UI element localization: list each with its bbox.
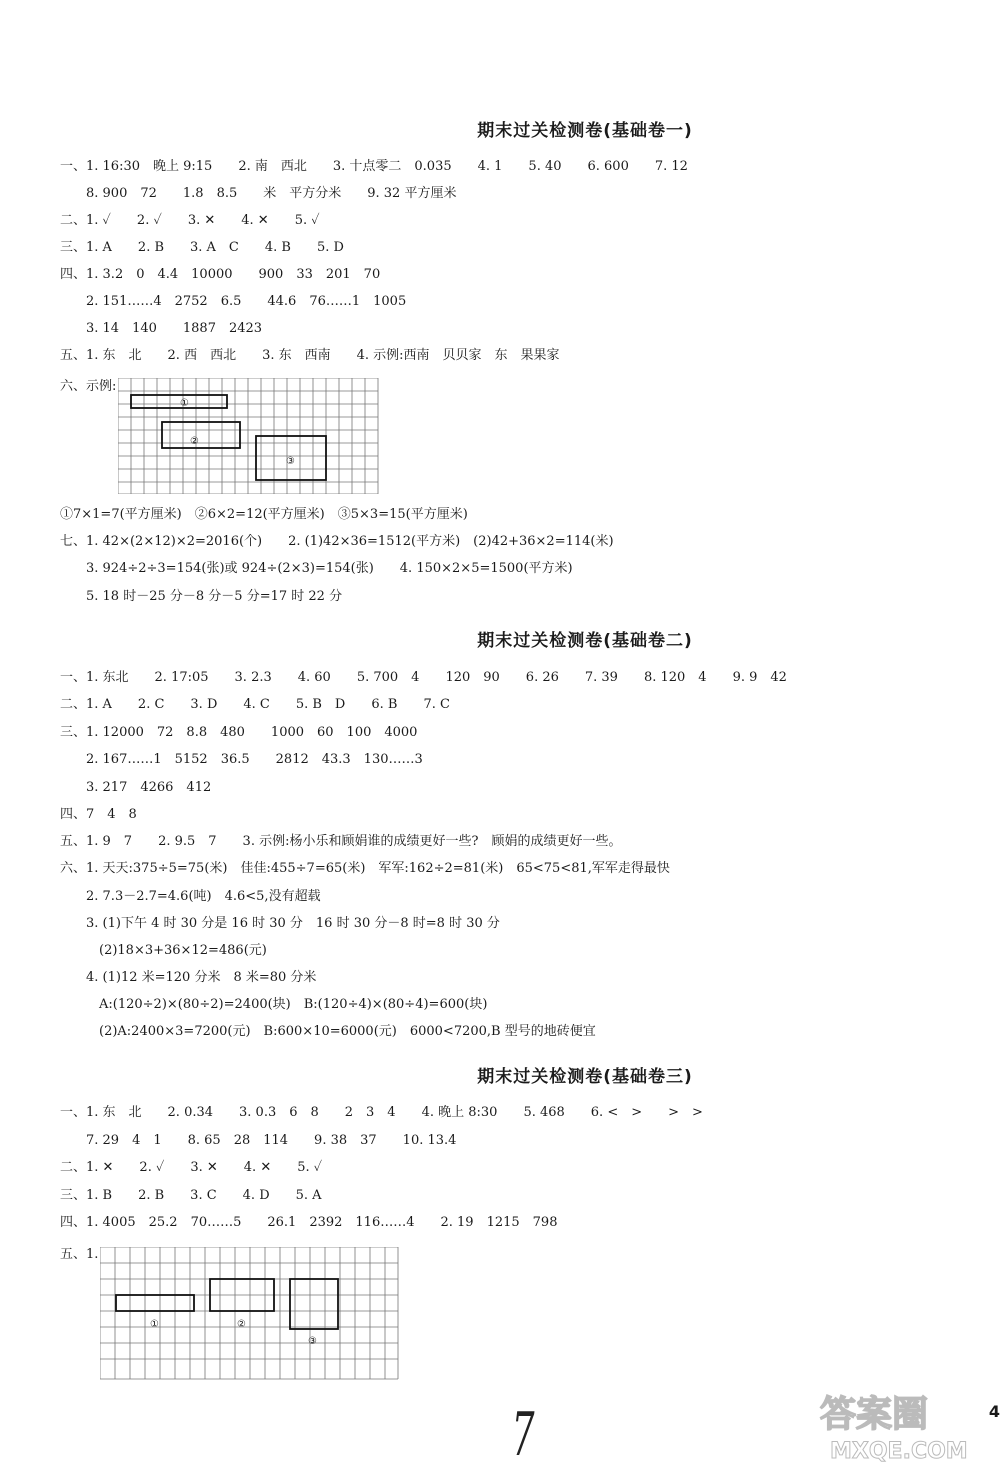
s3-line-3: 二、1. ✕ 2. ✓ 3. ✕ 4. ✕ 5. ✓ — [60, 1160, 323, 1175]
s2-line-4: 2. 167……1 5152 36.5 2812 43.3 130……3 — [60, 752, 423, 767]
s1-line-4: 三、1. A 2. B 3. A C 4. B 5. D — [60, 240, 344, 255]
handwritten-number: 7 — [511, 1400, 535, 1470]
s2-line-1: 一、1. 东北 2. 17:05 3. 2.3 4. 60 5. 700 4 120 90 6. 26 7. 39 8. 120 4 9. 9 42 — [60, 670, 787, 685]
s2-line-9: 2. 7.3－2.7=4.6(吨) 4.6<5,没有超载 — [60, 889, 321, 904]
shape-label-s3-3: ③ — [308, 1336, 317, 1347]
s3-line-1: 一、1. 东 北 2. 0.34 3. 0.3 6 8 2 3 4 4. 晚上 8:30 5. 468 6. < > > > — [60, 1105, 703, 1120]
s3-line-2: 7. 29 4 1 8. 65 28 114 9. 38 37 10. 13.4 — [60, 1133, 457, 1148]
s3-five-label: 五、1. — [60, 1247, 99, 1262]
s1-line-6: 2. 151……4 2752 6.5 44.6 76……1 1005 — [60, 294, 407, 309]
grid-lines-3 — [100, 1247, 398, 1379]
shape-label-3: ③ — [286, 456, 295, 467]
section3-title: 期末过关检测卷(基础卷三) — [477, 1067, 693, 1087]
watermark-logo — [812, 1384, 988, 1466]
s3-line-5: 四、1. 4005 25.2 70……5 26.1 2392 116……4 2. 19 1215 798 — [60, 1215, 558, 1230]
shape-label-1: ① — [180, 398, 189, 409]
shape-rect-2 — [162, 422, 240, 448]
section2-title: 期末过关检测卷(基础卷二) — [477, 631, 693, 651]
s2-line-2: 二、1. A 2. C 3. D 4. C 5. B D 6. B 7. C — [60, 697, 450, 712]
s2-line-7: 五、1. 9 7 2. 9.5 7 3. 示例:杨小乐和顾娟谁的成绩更好一些? 顾娟的成绩更好一些。 — [60, 834, 622, 849]
s2-line-10: 3. (1)下午 4 时 30 分是 16 时 30 分 16 时 30 分－8 时=8 时 30 分 — [60, 916, 500, 931]
s1-line-8: 五、1. 东 北 2. 西 西北 3. 东 西南 4. 示例:西南 贝贝家 东 果果家 — [60, 348, 560, 363]
shape-label-s3-2: ② — [237, 1319, 246, 1330]
section1-title: 期末过关检测卷(基础卷一) — [477, 121, 693, 141]
s2-line-8: 六、1. 天天:375÷5=75(米) 佳佳:455÷7=65(米) 军军:162÷2=81(米) 65<75<81,军军走得最快 — [60, 861, 670, 876]
shape-rect-1 — [131, 395, 227, 408]
watermark-top: 答案圈 — [820, 1394, 929, 1435]
page-number: 4 — [988, 1402, 1000, 1421]
s1-after-3: 3. 924÷2÷3=154(张)或 924÷(2×3)=154(张) 4. 150×2×5=1500(平方米) — [60, 561, 573, 576]
shape-label-2: ② — [190, 436, 199, 447]
shape-label-s3-1: ① — [150, 1319, 159, 1330]
s1-line-7: 3. 14 140 1887 2423 — [60, 321, 263, 336]
shape-rect-s3-1 — [116, 1295, 194, 1311]
s2-line-3: 三、1. 12000 72 8.8 480 1000 60 100 4000 — [60, 725, 418, 740]
shape-rect-s3-3 — [290, 1279, 338, 1329]
grid-figure-1 — [118, 378, 388, 494]
s2-line-5: 3. 217 4266 412 — [60, 780, 212, 795]
watermark-bottom: MXQE.COM — [830, 1439, 968, 1464]
s2-line-6: 四、7 4 8 — [60, 807, 137, 822]
s1-after-2: 七、1. 42×(2×12)×2=2016(个) 2. (1)42×36=1512(平方米) (2)42+36×2=114(米) — [60, 534, 614, 549]
s1-line-5: 四、1. 3.2 0 4.4 10000 900 33 201 70 — [60, 267, 381, 282]
s1-line-1: 一、1. 16:30 晚上 9:15 2. 南 西北 3. 十点零二 0.035 4. 1 5. 40 6. 600 7. 12 — [60, 159, 688, 174]
s2-line-12: 4. (1)12 米=120 分米 8 米=80 分米 — [60, 970, 317, 985]
s1-line-2: 8. 900 72 1.8 8.5 米 平方分米 9. 32 平方厘米 — [60, 186, 457, 201]
s1-after-1: ①7×1=7(平方厘米) ②6×2=12(平方厘米) ③5×3=15(平方厘米) — [60, 507, 468, 522]
s1-after-4: 5. 18 时－25 分－8 分－5 分=17 时 22 分 — [60, 589, 343, 604]
grid-figure-3 — [100, 1247, 400, 1381]
s2-line-13: A:(120÷2)×(80÷2)=2400(块) B:(120÷4)×(80÷4)=600(块) — [60, 997, 488, 1012]
s2-line-11: (2)18×3+36×12=486(元) — [60, 943, 267, 958]
s3-line-4: 三、1. B 2. B 3. C 4. D 5. A — [60, 1188, 322, 1203]
s1-six-label: 六、示例: — [60, 379, 117, 394]
s1-line-3: 二、1. ✓ 2. ✓ 3. ✕ 4. ✕ 5. ✓ — [60, 213, 320, 228]
s2-line-14: (2)A:2400×3=7200(元) B:600×10=6000(元) 6000<7200,B 型号的地砖便宜 — [60, 1024, 596, 1039]
